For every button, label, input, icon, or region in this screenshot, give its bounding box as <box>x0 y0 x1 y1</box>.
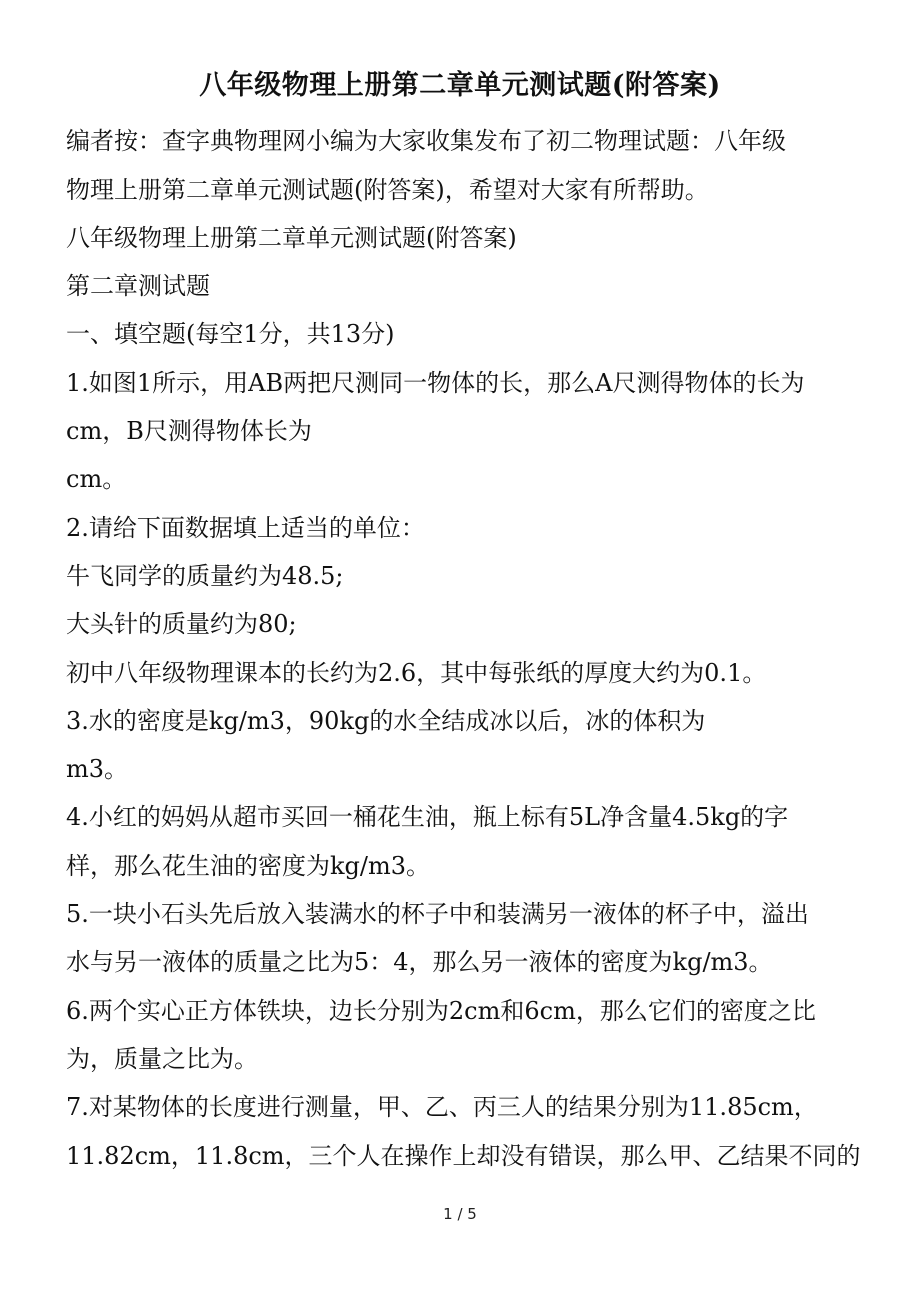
paragraph-line: 大头针的质量约为80; <box>66 610 297 638</box>
paragraph-line: 为，质量之比为。 <box>66 1045 258 1073</box>
paragraph-line: cm，B尺测得物体长为 <box>66 417 312 445</box>
document-title: 八年级物理上册第二章单元测试题(附答案) <box>199 70 721 101</box>
paragraph-line: 一、填空题(每空1分，共13分) <box>66 320 395 348</box>
paragraph-line: 5.一块小石头先后放入装满水的杯子中和装满另一液体的杯子中，溢出 <box>66 900 809 928</box>
paragraph-line: 第二章测试题 <box>66 272 210 300</box>
paragraph-line: 八年级物理上册第二章单元测试题(附答案) <box>66 224 517 252</box>
paragraph-line: m3。 <box>66 755 129 783</box>
paragraph-line: 4.小红的妈妈从超市买回一桶花生油，瓶上标有5L净含量4.5kg的字 <box>66 803 789 831</box>
paragraph-line: 初中八年级物理课本的长约为2.6，其中每张纸的厚度大约为0.1。 <box>66 659 767 687</box>
paragraph-line: 3.水的密度是kg/m3，90kg的水全结成冰以后，冰的体积为 <box>66 707 706 735</box>
paragraph-line: 6.两个实心正方体铁块，边长分别为2cm和6cm，那么它们的密度之比 <box>66 997 816 1025</box>
paragraph-line: 1.如图1所示，用AB两把尺测同一物体的长，那么A尺测得物体的长为 <box>66 369 805 397</box>
paragraph-line: 水与另一液体的质量之比为5：4，那么另一液体的密度为kg/m3。 <box>66 948 773 976</box>
paragraph-line: 样，那么花生油的密度为kg/m3。 <box>66 852 431 880</box>
paragraph-line: 11.82cm，11.8cm，三个人在操作上却没有错误，那么甲、乙结果不同的 <box>66 1142 861 1170</box>
paragraph-line: cm。 <box>66 465 127 493</box>
paragraph-line: 物理上册第二章单元测试题(附答案)，希望对大家有所帮助。 <box>66 176 709 204</box>
page-number: 1 / 5 <box>443 1205 477 1223</box>
paragraph-line: 编者按：查字典物理网小编为大家收集发布了初二物理试题：八年级 <box>66 127 786 155</box>
paragraph-line: 牛飞同学的质量约为48.5; <box>66 562 344 590</box>
paragraph-line: 7.对某物体的长度进行测量，甲、乙、丙三人的结果分别为11.85cm， <box>66 1093 818 1121</box>
paragraph-line: 2.请给下面数据填上适当的单位： <box>66 514 425 542</box>
